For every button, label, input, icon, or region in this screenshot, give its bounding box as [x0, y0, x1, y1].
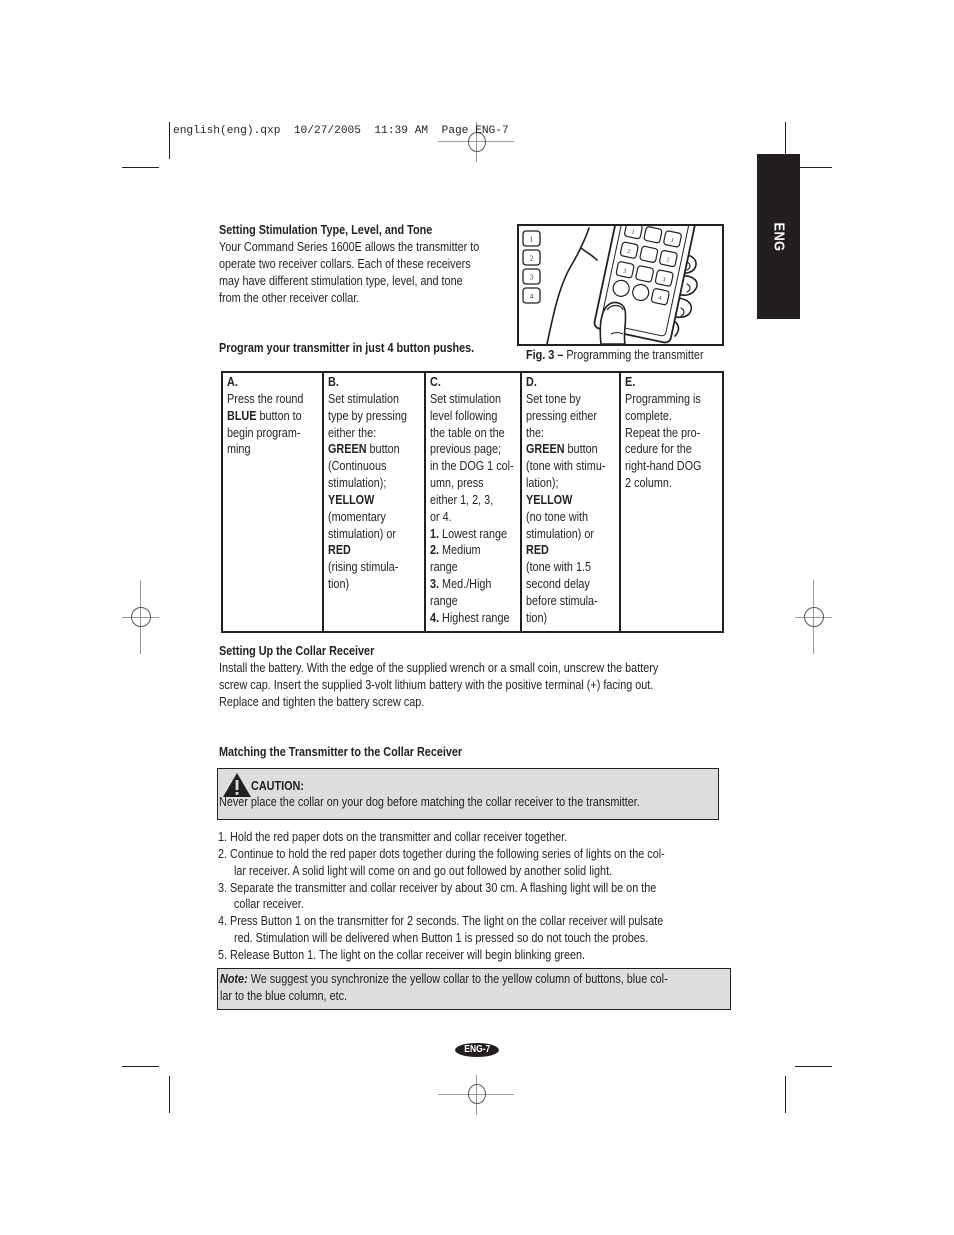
step-line — [526, 458, 605, 475]
step-text: or 4. — [430, 509, 452, 524]
step-text: (no tone with — [526, 509, 589, 524]
step-column-b — [324, 373, 424, 631]
step-text: stimulation) or — [328, 526, 397, 541]
step-text: cedure for the — [625, 442, 692, 457]
crop-mark-top-left-vertical — [169, 122, 170, 159]
note-line-1 — [220, 971, 668, 988]
step-text: complete. — [625, 408, 672, 423]
thumb — [600, 303, 625, 344]
side-button-1-label: 1 — [529, 235, 534, 244]
matching-steps-list — [218, 829, 737, 964]
figure-caption — [526, 348, 704, 362]
step-text: lation); — [526, 476, 559, 491]
step-text: Lowest range — [439, 526, 508, 541]
step-text: the table on the — [430, 425, 505, 440]
step-line — [526, 542, 605, 559]
step-emphasis: 4. — [430, 610, 440, 625]
step-line — [328, 391, 407, 408]
step-text: previous page; — [430, 442, 502, 457]
step-label: C. — [430, 375, 441, 389]
keypad-label: 4 — [657, 295, 662, 302]
crop-mark-top-left-horizontal — [122, 167, 159, 168]
step-text: button — [366, 442, 400, 457]
transmitter-hand-illustration — [519, 226, 722, 344]
step-line — [625, 408, 701, 425]
step-line — [328, 576, 407, 593]
section-title-matching: Matching the Transmitter to the Collar Receiver — [219, 745, 463, 759]
step-text: 2 column. — [625, 476, 672, 491]
step-line — [430, 408, 514, 425]
caution-text: Never place the collar on your dog before matching the collar receiver to the transmitter. — [219, 795, 640, 809]
section-title-stimulation: Setting Stimulation Type, Level, and Tone — [219, 223, 433, 237]
step-line — [430, 391, 514, 408]
step-emphasis: 3. — [430, 577, 440, 592]
step-column-d — [522, 373, 619, 631]
figure-programming-transmitter — [517, 224, 724, 346]
step-line — [625, 441, 701, 458]
step-line — [328, 542, 407, 559]
step-line — [625, 458, 701, 475]
step-text: (Continuous — [328, 459, 387, 474]
keypad-label: 3 — [622, 268, 627, 275]
step-column-e — [621, 373, 722, 631]
step-text: begin program- — [227, 425, 301, 440]
caution-label: CAUTION: — [251, 779, 304, 793]
step-line — [526, 610, 605, 627]
step-emphasis: YELLOW — [328, 492, 375, 507]
body-line: Your Command Series 1600E allows the transmitter to — [219, 240, 480, 254]
step-emphasis: GREEN — [328, 442, 367, 457]
step-line — [328, 526, 407, 543]
step-label: B. — [328, 375, 339, 389]
step-line — [430, 593, 514, 610]
step-line — [430, 475, 514, 492]
file-slug-line: english(eng).qxp 10/27/2005 11:39 AM Page ENG-7 — [173, 125, 509, 137]
matching-step-line: lar receiver. A solid light will come on and go out followed by another solid light. — [234, 863, 613, 878]
keypad-label: 2 — [665, 257, 671, 264]
page-number: ENG-7 — [464, 1044, 490, 1055]
step-text: Set stimulation — [430, 391, 502, 406]
section-body-collar-receiver — [219, 660, 730, 711]
step-emphasis: RED — [328, 543, 351, 558]
step-text: (rising stimula- — [328, 560, 399, 575]
crop-mark-bottom-left-vertical — [169, 1076, 170, 1113]
step-emphasis: RED — [526, 543, 549, 558]
matching-step-line: 4. Press Button 1 on the transmitter for 2 seconds. The light on the collar receiver will pulsate — [218, 914, 664, 929]
step-line — [625, 425, 701, 442]
step-line — [526, 492, 605, 509]
matching-step-item — [218, 913, 737, 947]
step-line — [430, 509, 514, 526]
step-line — [430, 425, 514, 442]
matching-step-item — [218, 947, 737, 964]
step-text: in the DOG 1 col- — [430, 459, 514, 474]
page-number-badge — [455, 1043, 499, 1057]
step-text: umn, press — [430, 476, 484, 491]
step-text: (momentary — [328, 509, 386, 524]
step-text: Set stimulation — [328, 391, 400, 406]
step-line — [430, 441, 514, 458]
step-line — [227, 441, 303, 458]
step-text: before stimula- — [526, 593, 598, 608]
step-text: Programming is — [625, 391, 701, 406]
step-emphasis: 2. — [430, 543, 440, 558]
keypad-label: 2 — [626, 248, 631, 256]
step-line — [430, 526, 514, 543]
step-column-c — [426, 373, 520, 631]
step-text: range — [430, 560, 458, 575]
keypad-label: 1 — [630, 229, 636, 236]
step-line — [430, 458, 514, 475]
crop-mark-bottom-left-horizontal — [122, 1066, 159, 1067]
step-text: (tone with 1.5 — [526, 560, 592, 575]
step-line — [430, 542, 514, 559]
step-line — [526, 475, 605, 492]
step-text: Set tone by — [526, 391, 581, 406]
step-line — [328, 509, 407, 526]
step-line — [526, 576, 605, 593]
note-text-1: We suggest you synchronize the yellow collar to the yellow column of buttons, blue col- — [247, 972, 668, 986]
step-text: button — [564, 442, 598, 457]
step-text: ming — [227, 442, 251, 457]
step-line — [625, 475, 701, 492]
step-line — [526, 441, 605, 458]
step-line — [526, 391, 605, 408]
section-title-collar-receiver: Setting Up the Collar Receiver — [219, 644, 375, 658]
crop-mark-bottom-right-vertical — [785, 1076, 786, 1113]
step-cell-text — [526, 374, 618, 627]
step-line — [526, 526, 605, 543]
step-emphasis: YELLOW — [526, 492, 573, 507]
matching-step-line: collar receiver. — [234, 897, 304, 912]
figure-caption-label: Fig. 3 – — [526, 348, 564, 362]
step-label: A. — [227, 375, 238, 389]
step-column-a — [223, 373, 322, 631]
step-line — [328, 441, 407, 458]
step-line — [328, 475, 407, 492]
step-line — [328, 425, 407, 442]
language-tab — [757, 154, 800, 319]
step-text: stimulation); — [328, 476, 387, 491]
step-emphasis: BLUE — [227, 408, 257, 423]
body-line: screw cap. Insert the supplied 3-volt lithium battery with the positive terminal (+) facing out. — [219, 677, 654, 692]
step-text: right-hand DOG — [625, 459, 702, 474]
step-line — [526, 425, 605, 442]
side-button-2-label: 2 — [529, 254, 534, 263]
step-line — [227, 391, 303, 408]
figure-caption-text: Programming the transmitter — [566, 348, 704, 362]
step-text: the: — [526, 425, 545, 440]
body-line: may have different stimulation type, level, and tone — [219, 273, 463, 288]
step-line — [526, 509, 605, 526]
matching-step-item — [218, 846, 737, 880]
body-line: Install the battery. With the edge of the supplied wrench or a small coin, unscrew the battery — [219, 661, 659, 675]
step-text: Med./High — [439, 577, 492, 592]
step-text: Highest range — [439, 610, 510, 625]
matching-step-line: red. Stimulation will be delivered when Button 1 is pressed so do not touch the probes. — [234, 931, 649, 946]
step-line — [328, 458, 407, 475]
step-text: button to — [256, 408, 302, 423]
matching-step-line: 2. Continue to hold the red paper dots together during the following series of lights on the col- — [218, 846, 665, 861]
matching-step-item — [218, 829, 737, 846]
step-line — [328, 492, 407, 509]
step-line — [328, 408, 407, 425]
body-line: Replace and tighten the battery screw cap. — [219, 694, 425, 709]
step-emphasis: 1. — [430, 526, 440, 541]
matching-step-line: 1. Hold the red paper dots on the transmitter and collar receiver together. — [218, 830, 568, 844]
step-line — [526, 408, 605, 425]
step-label: D. — [526, 375, 537, 389]
subheading-four-pushes: Program your transmitter in just 4 button pushes. — [219, 341, 475, 355]
body-line: operate two receiver collars. Each of these receivers — [219, 256, 471, 271]
step-text: range — [430, 593, 458, 608]
step-line — [625, 391, 701, 408]
language-tab-label: ENG — [770, 222, 787, 251]
section-body-stimulation — [219, 239, 522, 307]
step-text: Press the round — [227, 391, 304, 406]
step-text: tion) — [526, 610, 548, 625]
step-cell-text — [227, 374, 316, 458]
step-line — [430, 576, 514, 593]
step-text: either 1, 2, 3, — [430, 492, 494, 507]
step-text: second delay — [526, 577, 590, 592]
caution-callout — [217, 768, 719, 820]
step-text: (tone with stimu- — [526, 459, 606, 474]
step-cell-text — [328, 374, 420, 593]
step-line — [328, 559, 407, 576]
side-button-4-label: 4 — [529, 292, 534, 301]
side-button-3-label: 3 — [529, 273, 534, 282]
step-line — [227, 408, 303, 425]
step-line — [430, 559, 514, 576]
matching-step-line: 3. Separate the transmitter and collar receiver by about 30 cm. A flashing light will be on the — [218, 880, 657, 895]
crop-mark-top-right-horizontal — [795, 167, 832, 168]
step-text: type by pressing — [328, 408, 407, 423]
note-text-2: lar to the blue column, etc. — [220, 988, 348, 1003]
step-text: Medium — [439, 543, 481, 558]
step-emphasis: GREEN — [526, 442, 565, 457]
matching-step-item — [218, 880, 737, 914]
step-line — [526, 593, 605, 610]
step-text: pressing either — [526, 408, 598, 423]
step-text: Repeat the pro- — [625, 425, 701, 440]
crop-mark-bottom-right-horizontal — [795, 1066, 832, 1067]
keypad-label: 3 — [661, 276, 666, 284]
programming-steps-table — [221, 371, 724, 633]
step-text: tion) — [328, 577, 350, 592]
step-label: E. — [625, 375, 636, 389]
step-line — [227, 425, 303, 442]
step-line — [526, 559, 605, 576]
step-line — [430, 492, 514, 509]
keypad-label: 1 — [670, 237, 675, 245]
matching-step-line: 5. Release Button 1. The light on the collar receiver will begin blinking green. — [218, 947, 586, 962]
body-line: from the other receiver collar. — [219, 290, 360, 305]
step-text: either the: — [328, 425, 377, 440]
step-line — [430, 610, 514, 627]
note-label: Note: — [220, 972, 248, 986]
note-callout — [217, 968, 731, 1010]
step-cell-text — [625, 374, 714, 492]
step-text: level following — [430, 408, 498, 423]
step-text: stimulation) or — [526, 526, 595, 541]
step-cell-text — [430, 374, 527, 627]
